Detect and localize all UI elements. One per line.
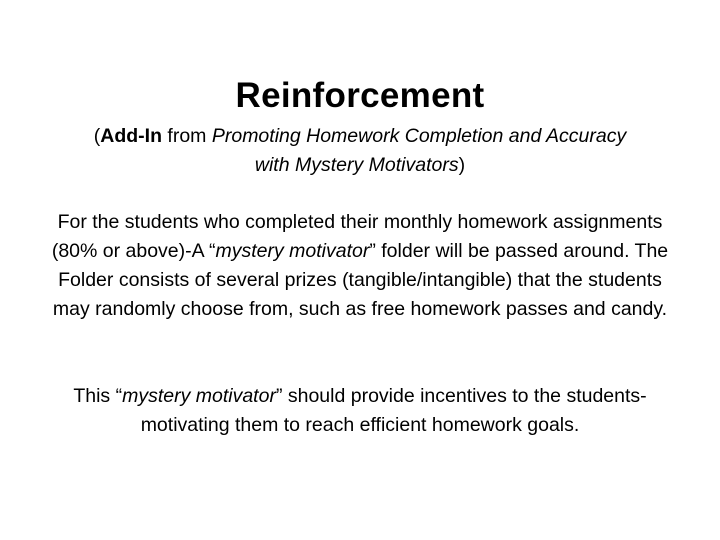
body-paragraph-1 <box>40 208 680 324</box>
paragraph2-text-start: This “ <box>73 385 123 407</box>
subtitle-from-text: from <box>162 125 212 147</box>
paragraph2-italic-phrase: mystery motivator <box>122 385 276 407</box>
subtitle-source-title-line1: Promoting Homework Completion and Accuracy <box>211 125 627 147</box>
body-paragraph-2 <box>40 382 680 440</box>
subtitle-addin-label: Add-In <box>100 125 162 147</box>
paragraph1-text-start: For the students who completed their monthly homework assignments (80% or above)-A “ <box>51 211 663 262</box>
subtitle-open-paren: ( <box>93 125 101 147</box>
subtitle-close-paren: ) <box>458 154 466 176</box>
paragraph1-text-end: ” folder will be passed around. The Folder consists of several prizes (tangible/intangible) that the students may randomly choose from, such as free homework passes and candy. <box>52 240 669 320</box>
slide-subtitle <box>40 122 680 180</box>
slide-title: Reinforcement <box>235 76 485 115</box>
paragraph2-text-end: ” should provide incentives to the students-motivating them to reach efficient homework goals. <box>140 385 647 436</box>
subtitle-source-title-line2: with Mystery Motivators <box>254 154 459 176</box>
paragraph1-italic-phrase: mystery motivator <box>215 240 370 262</box>
